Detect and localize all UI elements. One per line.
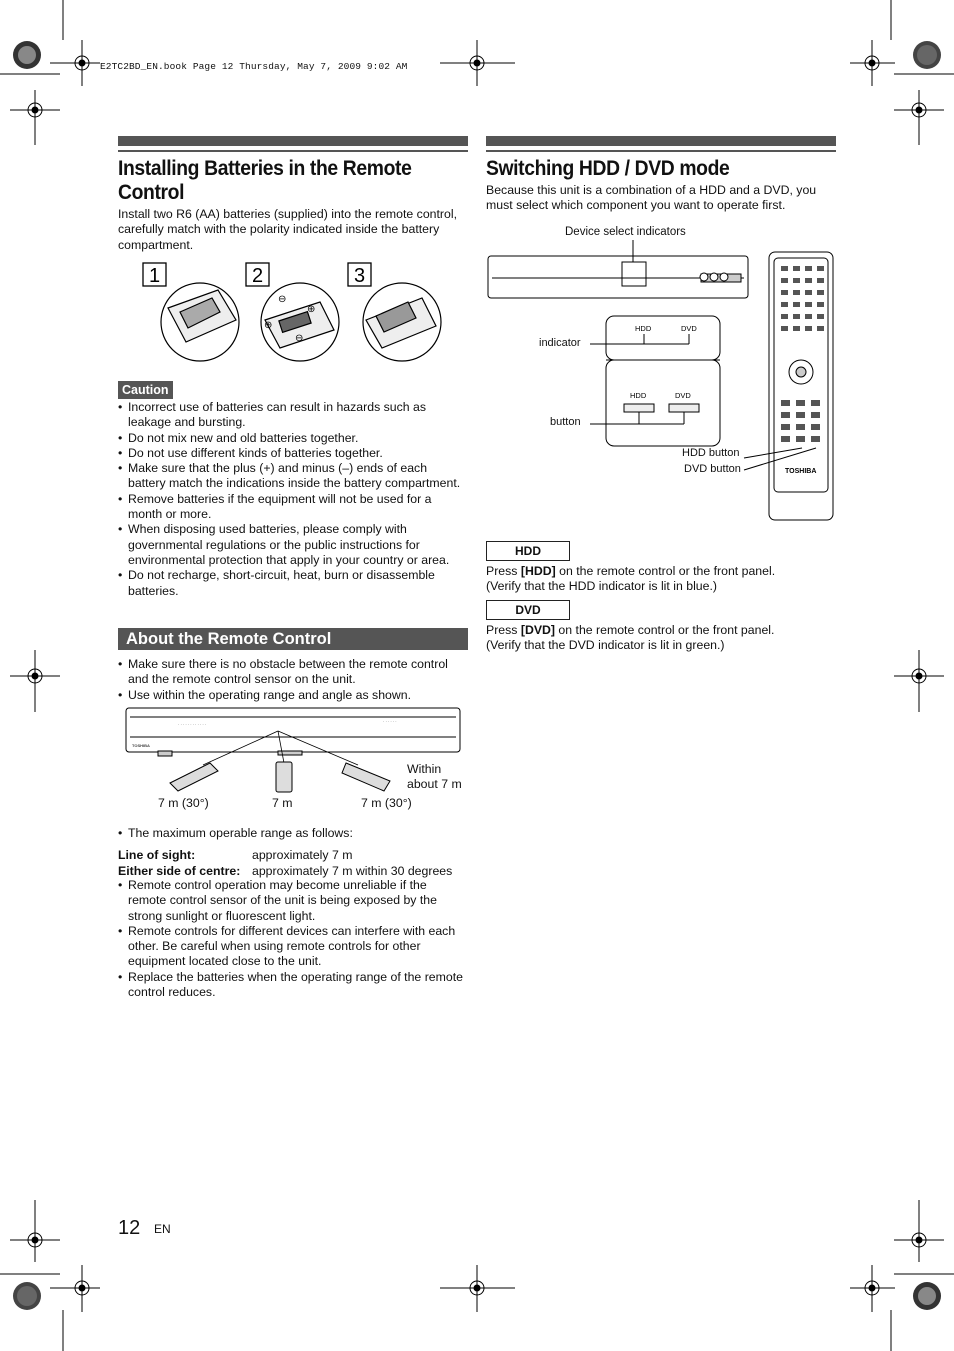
title-bar <box>486 136 836 146</box>
list-item: • Remote controls for different devices can interfere with each other. Be careful when using remote controls for other equipment located close to the unit. <box>118 924 468 970</box>
hdd-dvd-diagram <box>486 240 836 522</box>
list-item: • Make sure there is no obstacle between the remote control and the remote control sensor on the unit. <box>118 657 468 688</box>
caution-list <box>118 400 468 599</box>
dvd-button-label: DVD button <box>684 463 741 475</box>
hdd-key: [HDD] <box>520 564 556 578</box>
button-label: button <box>550 416 581 428</box>
svg-text:TOSHIBA: TOSHIBA <box>132 743 150 748</box>
batteries-title <box>118 157 498 205</box>
range-table <box>118 847 478 879</box>
indicator-label: indicator <box>539 337 581 349</box>
svg-text:· · · · · · · · · · · ·: · · · · · · · · · · · · <box>178 722 207 727</box>
dvd-label-box: DVD <box>486 600 570 620</box>
range-within-line1: Within <box>407 762 442 776</box>
title-rule <box>118 150 468 152</box>
diagram-dvd-indicator: DVD <box>681 324 697 333</box>
range-left: 7 m (30°) <box>158 796 209 810</box>
list-item: • Do not use different kinds of batteries together. <box>118 446 468 461</box>
line-of-sight-value: approximately 7 m <box>252 848 353 862</box>
remote-section-title: About the Remote Control <box>118 628 468 650</box>
hdd-label-box: HDD <box>486 541 570 561</box>
range-right: 7 m (30°) <box>361 796 412 810</box>
step-3-label: 3 <box>354 265 366 287</box>
hdd-text-post: on the remote control or the front panel. <box>555 564 776 578</box>
title-rule <box>486 150 836 152</box>
notes-list <box>118 878 468 1000</box>
dvd-key: [DVD] <box>520 623 556 637</box>
diagram-dvd-button: DVD <box>675 391 691 400</box>
battery-steps-illustration <box>140 260 445 368</box>
list-item: • Incorrect use of batteries can result in hazards such as leakage and bursting. <box>118 400 468 431</box>
max-range-list <box>118 826 468 841</box>
step-1-label: 1 <box>149 265 161 287</box>
dvd-verify: (Verify that the DVD indicator is lit in green.) <box>486 638 725 653</box>
device-select-indicators-label: Device select indicators <box>565 226 686 238</box>
hdd-button-label: HDD button <box>682 447 740 459</box>
line-of-sight-label: Line of sight: <box>118 848 196 862</box>
either-side-label: Either side of centre: <box>118 864 241 878</box>
batteries-title-line1: Installing Batteries in the Remote <box>118 157 412 180</box>
dvd-text-pre: Press <box>486 623 521 637</box>
caution-tag: Caution <box>118 381 173 399</box>
svg-text:⊖: ⊖ <box>295 333 304 344</box>
list-item: • Make sure that the plus (+) and minus (–) ends of each battery match the indications inside the battery compartment. <box>118 461 468 492</box>
svg-text:⊕: ⊕ <box>264 320 273 331</box>
range-within <box>407 762 462 792</box>
list-item: • Remove batteries if the equipment will not be used for a month or more. <box>118 492 468 523</box>
range-center: 7 m <box>272 796 293 810</box>
hdd-text-pre: Press <box>486 564 521 578</box>
page-number: 12 <box>118 1217 141 1239</box>
remote-list <box>118 657 468 703</box>
range-within-line2: about 7 m <box>407 777 462 791</box>
svg-text:· · · · · ·: · · · · · · <box>383 719 397 724</box>
print-header: E2TC2BD_EN.book Page 12 Thursday, May 7, 2009 9:02 AM <box>100 61 408 72</box>
hdd-instructions <box>486 564 836 595</box>
remote-brand: TOSHIBA <box>785 468 817 475</box>
hdd-dvd-intro: Because this unit is a combination of a HDD and a DVD, you must select which component you want to operate first. <box>486 183 817 213</box>
list-item: • When disposing used batteries, please comply with governmental regulations or the public instructions for environmental protection that apply in your country or area. <box>118 522 468 568</box>
dvd-instructions <box>486 623 836 654</box>
list-item: • Do not mix new and old batteries together. <box>118 431 468 446</box>
step-2-label: 2 <box>252 265 264 287</box>
list-item: • Replace the batteries when the operating range of the remote control reduces. <box>118 970 468 1001</box>
svg-text:⊖: ⊖ <box>278 294 287 305</box>
dvd-text-post: on the remote control or the front panel. <box>555 623 775 637</box>
svg-text:⊕: ⊕ <box>307 304 316 315</box>
list-item: • Remote control operation may become unreliable if the remote control sensor of the unit is being exposed by the strong sunlight or fluorescent light. <box>118 878 468 924</box>
hdd-dvd-title: Switching HDD / DVD mode <box>486 157 730 180</box>
hdd-verify: (Verify that the HDD indicator is lit in blue.) <box>486 579 717 594</box>
either-side-value: approximately 7 m within 30 degrees <box>252 864 453 878</box>
list-item: • Do not recharge, short-circuit, heat, burn or disassemble batteries. <box>118 568 468 599</box>
diagram-hdd-button: HDD <box>630 391 647 400</box>
list-item: • Use within the operating range and angle as shown. <box>118 688 468 703</box>
batteries-intro: Install two R6 (AA) batteries (supplied) into the remote control, carefully match with the polarity indicated inside the battery compartment. <box>118 207 457 252</box>
diagram-hdd-indicator: HDD <box>635 324 652 333</box>
list-item: • The maximum operable range as follows: <box>118 826 468 841</box>
page-lang: EN <box>154 1222 171 1236</box>
batteries-title-line2: Control <box>118 181 185 204</box>
title-bar <box>118 136 468 146</box>
